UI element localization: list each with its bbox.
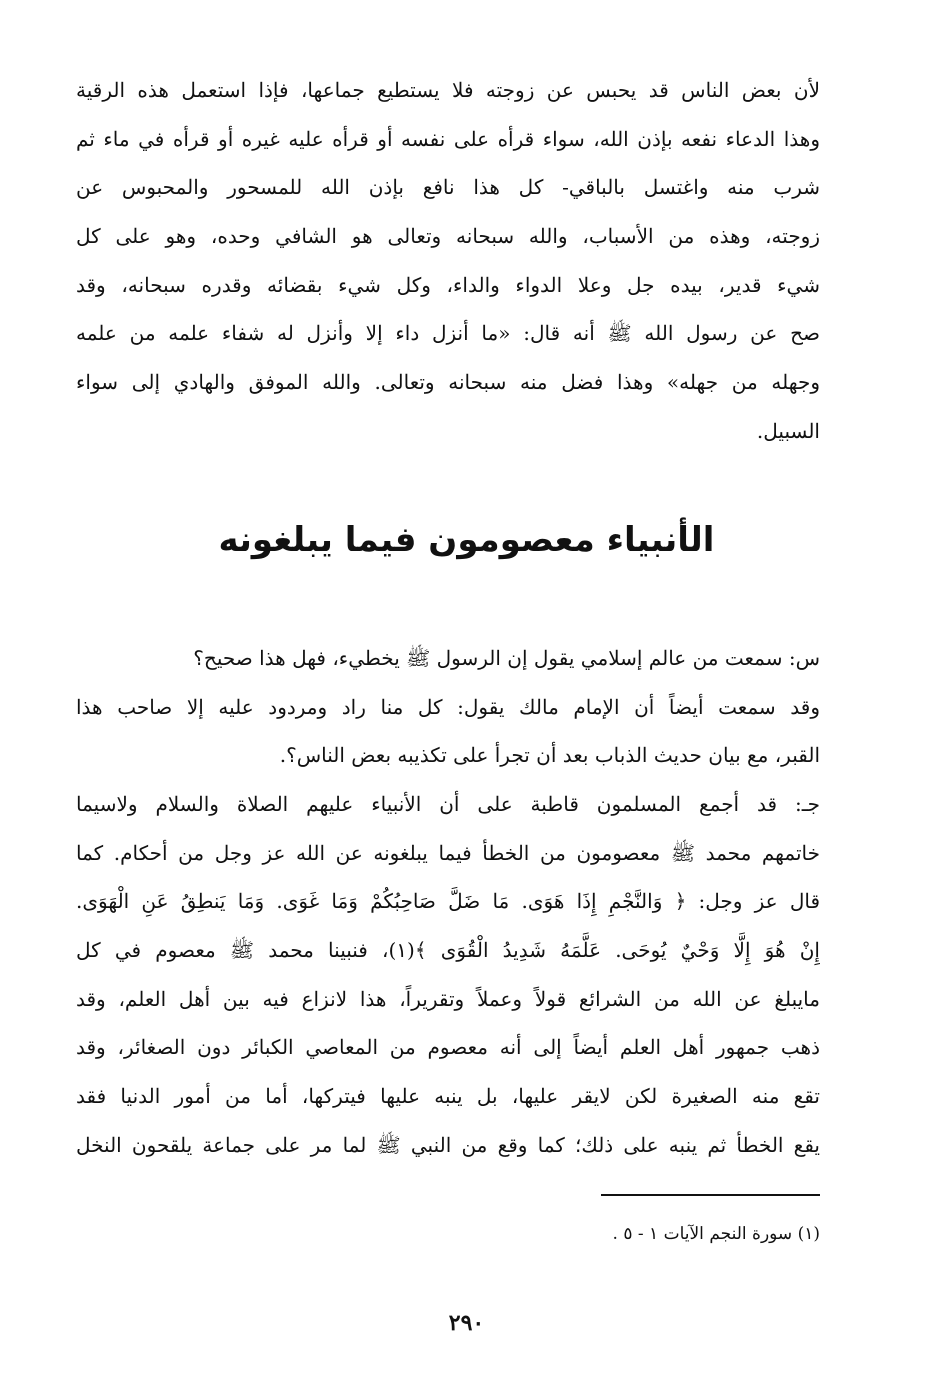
- footnote: (١) سورة النجم الآيات ١ - ٥ .: [612, 1224, 820, 1244]
- text-line: خاتمهم محمد ﷺ معصومون من الخطأ فيما يبلغونه عن الله عز وجل من أحكام. كما: [76, 840, 820, 865]
- text-line: ذهب جمهور أهل العلم أيضاً إلى أنه معصوم من المعاصي الكبائر دون الصغائر، وقد: [76, 1035, 820, 1060]
- text-line: زوجته، وهذه من الأسباب، والله سبحانه وتعالى هو الشافي وحده، وهو على كل: [76, 224, 820, 249]
- text-line: س: سمعت من عالم إسلامي يقول إن الرسول ﷺ يخطيء، فهل هذا صحيح؟: [193, 646, 820, 670]
- footnote-divider: [601, 1194, 820, 1196]
- text-line: يقع الخطأ ثم ينبه على ذلك؛ كما وقع من النبي ﷺ لما مر على جماعة يلقحون النخل: [76, 1132, 820, 1157]
- quran-verse-line: إِنْ هُوَ إِلَّا وَحْيٌ يُوحَى. عَلَّمَهُ شَدِيدُ الْقُوَى ﴾(١)، فنبينا محمد ﷺ معصوم في كل: [76, 938, 820, 963]
- text-line: وجهله من جهله» وهذا فضل منه سبحانه وتعالى. والله الموفق والهادي إلى سواء: [76, 370, 820, 395]
- text-line: لأن بعض الناس قد يحبس عن زوجته فلا يستطيع جماعها، فإذا استعمل هذه الرقية: [76, 78, 820, 102]
- text-line: صح عن رسول الله ﷺ أنه قال: «ما أنزل داء إلا وأنزل له شفاء علمه من علمه: [76, 321, 820, 346]
- text-line: السبيل.: [756, 418, 820, 443]
- paragraph-ruqyah: [76, 66, 820, 456]
- question-paragraph: [76, 634, 820, 780]
- text-line: شرب منه واغتسل بالباقي- كل هذا نافع بإذن الله للمسحور والمحبوس عن: [76, 175, 820, 200]
- text-line: تقع منه الصغيرة لكن لايقر عليها، بل ينبه عليها فيتركها، أما من أمور الدنيا فقد: [76, 1084, 820, 1109]
- quran-verse-line: قال عز وجل: ﴿ وَالنَّجْمِ إِذَا هَوَى. مَا ضَلَّ صَاحِبُكُمْ وَمَا غَوَى. وَمَا يَنطِقُ عَنِ الْهَوَى.: [76, 889, 820, 914]
- page-number: ٢٩٠: [448, 1310, 485, 1336]
- answer-paragraph: [76, 780, 820, 1170]
- text-line: وقد سمعت أيضاً أن الإمام مالك يقول: كل منا راد ومردود عليه إلا صاحب هذا: [76, 694, 820, 719]
- text-line: جـ: قد أجمع المسلمون قاطبة على أن الأنبياء عليهم الصلاة والسلام ولاسيما: [76, 792, 820, 816]
- text-line: مايبلغ عن الله من الشرائع قولاً وعملاً وتقريراً، هذا لانزاع فيه بين أهل العلم، وقد: [76, 986, 820, 1011]
- text-line: وهذا الدعاء نفعه بإذن الله، سواء قرأه على نفسه أو قرأه عليه غيره أو قرأه في ماء ثم: [76, 126, 820, 151]
- text-line: القبر، مع بيان حديث الذباب بعد أن تجرأ على تكذيبه بعض الناس؟.: [279, 743, 820, 768]
- section-heading: الأنبياء معصومون فيما يبلغونه: [218, 520, 715, 560]
- text-line: شيء قدير، بيده جل وعلا الدواء والداء، وكل شيء بقضائه وقدره سبحانه، وقد: [76, 272, 820, 297]
